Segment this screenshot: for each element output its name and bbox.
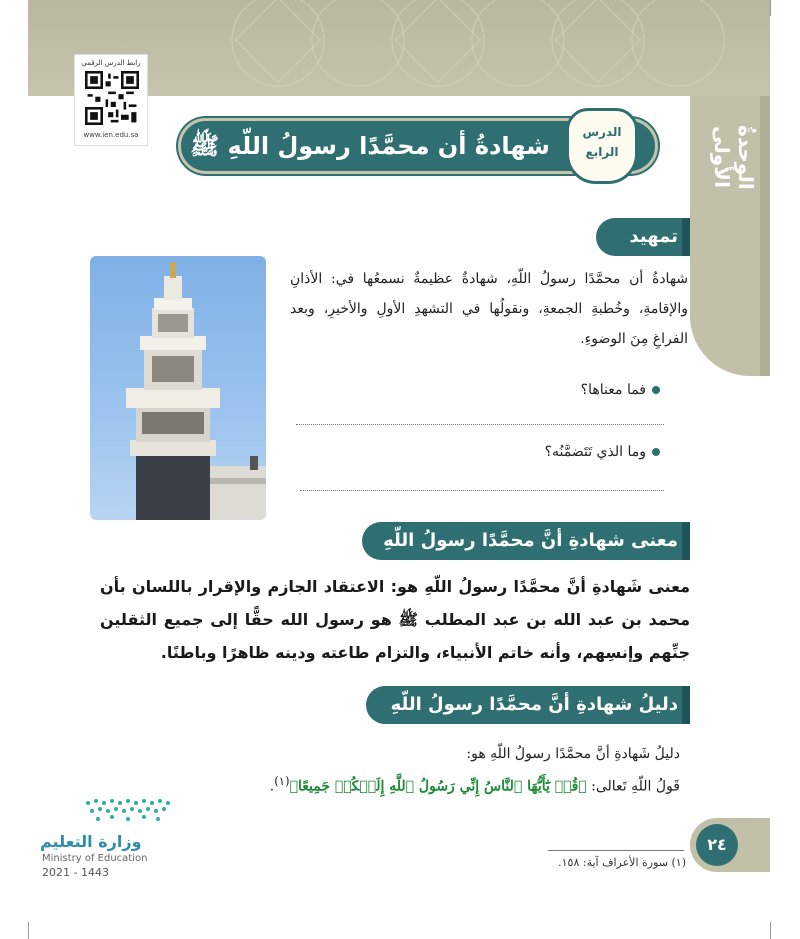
answer-line-1[interactable] (296, 424, 664, 425)
crop-mark (770, 0, 771, 16)
evidence-intro: قَولُ اللّهِ تَعالى: (586, 778, 680, 795)
meaning-heading: معنى شهادةِ أنَّ محمَّدًا رسولُ اللّهِ (383, 530, 678, 551)
footnote: (١) سورة الأعراف آية: ١٥٨. (558, 856, 686, 869)
ministry-name-ar: وزارة التعليم (40, 832, 142, 851)
lesson-badge-text (566, 122, 638, 162)
unit-title: الوحدةُ الأولى (710, 124, 758, 190)
question-1 (480, 382, 660, 398)
question-2 (480, 444, 660, 460)
lesson-badge-line1: الدرس (582, 125, 622, 139)
qr-url: www.ien.edu.sa (83, 131, 139, 139)
bullet-dot-icon (652, 386, 660, 394)
minaret-photo (90, 256, 266, 520)
qr-code-icon[interactable] (85, 71, 139, 125)
lesson-badge-line2: الرابع (585, 145, 619, 159)
ministry-logo-icon (78, 795, 178, 825)
evidence-heading: دليلُ شهادةِ أنَّ محمَّدًا رسولُ اللّهِ (390, 694, 678, 715)
footnote-rule (548, 850, 684, 851)
intro-text: شهادةُ أن محمَّدًا رسولُ اللّهِ، شهادةٌ عظيمةٌ نسمعُها في: الأذانِ والإقامةِ، وخُطبةِ الجمعةِ، ونقولُها في التشهدِ الأولِ والأخيرِ، وبعد الفراغِ مِنَ الوضوءِ. (290, 271, 688, 347)
question-2-text: وما الذي تَتَضمَّنُه؟ (544, 444, 646, 460)
question-1-text: فما معناها؟ (580, 382, 646, 398)
evidence-line-2 (190, 774, 680, 795)
intro-heading: تمهيد (629, 226, 678, 247)
qr-label: رابط الدرس الرقمي (81, 59, 141, 67)
qr-panel[interactable] (74, 54, 148, 146)
ministry-name-en: Ministry of Education (42, 853, 148, 864)
minaret-illustration (90, 256, 266, 520)
crop-mark (770, 922, 771, 939)
evidence-end: . (269, 778, 275, 795)
edition-year: 2021 - 1443 (42, 866, 109, 879)
bullet-dot-icon (652, 448, 660, 456)
page-number: ٢٤ (696, 824, 738, 866)
lesson-title: شهادةُ أن محمَّدًا رسولُ اللّهِ ﷺ (190, 132, 550, 160)
answer-line-2[interactable] (300, 490, 664, 491)
evidence-line-1: دليلُ شَهادةِ أنَّ محمَّدًا رسولُ اللّهِ هو: (466, 746, 680, 762)
footnote-ref: (١) (274, 774, 290, 788)
meaning-text: معنى شَهادةِ أنَّ محمَّدًا رسولُ اللّهِ هو: الاعتقاد الجازم والإقرار باللسان بأن محمد بن عبد الله بن عبد المطلب ﷺ هو رسول الله حقًّا إلى جميع الثقلين جنِّهم وإنسِهم، وأنه خاتم الأنبياء، والتزام طاعته ودينه ظاهرًا وباطنًا. (100, 577, 690, 662)
crop-mark (28, 922, 29, 939)
quran-verse: ﴿قُلۡ يَٰٓأَيُّهَا ٱلنَّاسُ إِنِّي رَسُولُ ٱللَّهِ إِلَيۡكُمۡ جَمِيعًا﴾ (289, 778, 587, 795)
